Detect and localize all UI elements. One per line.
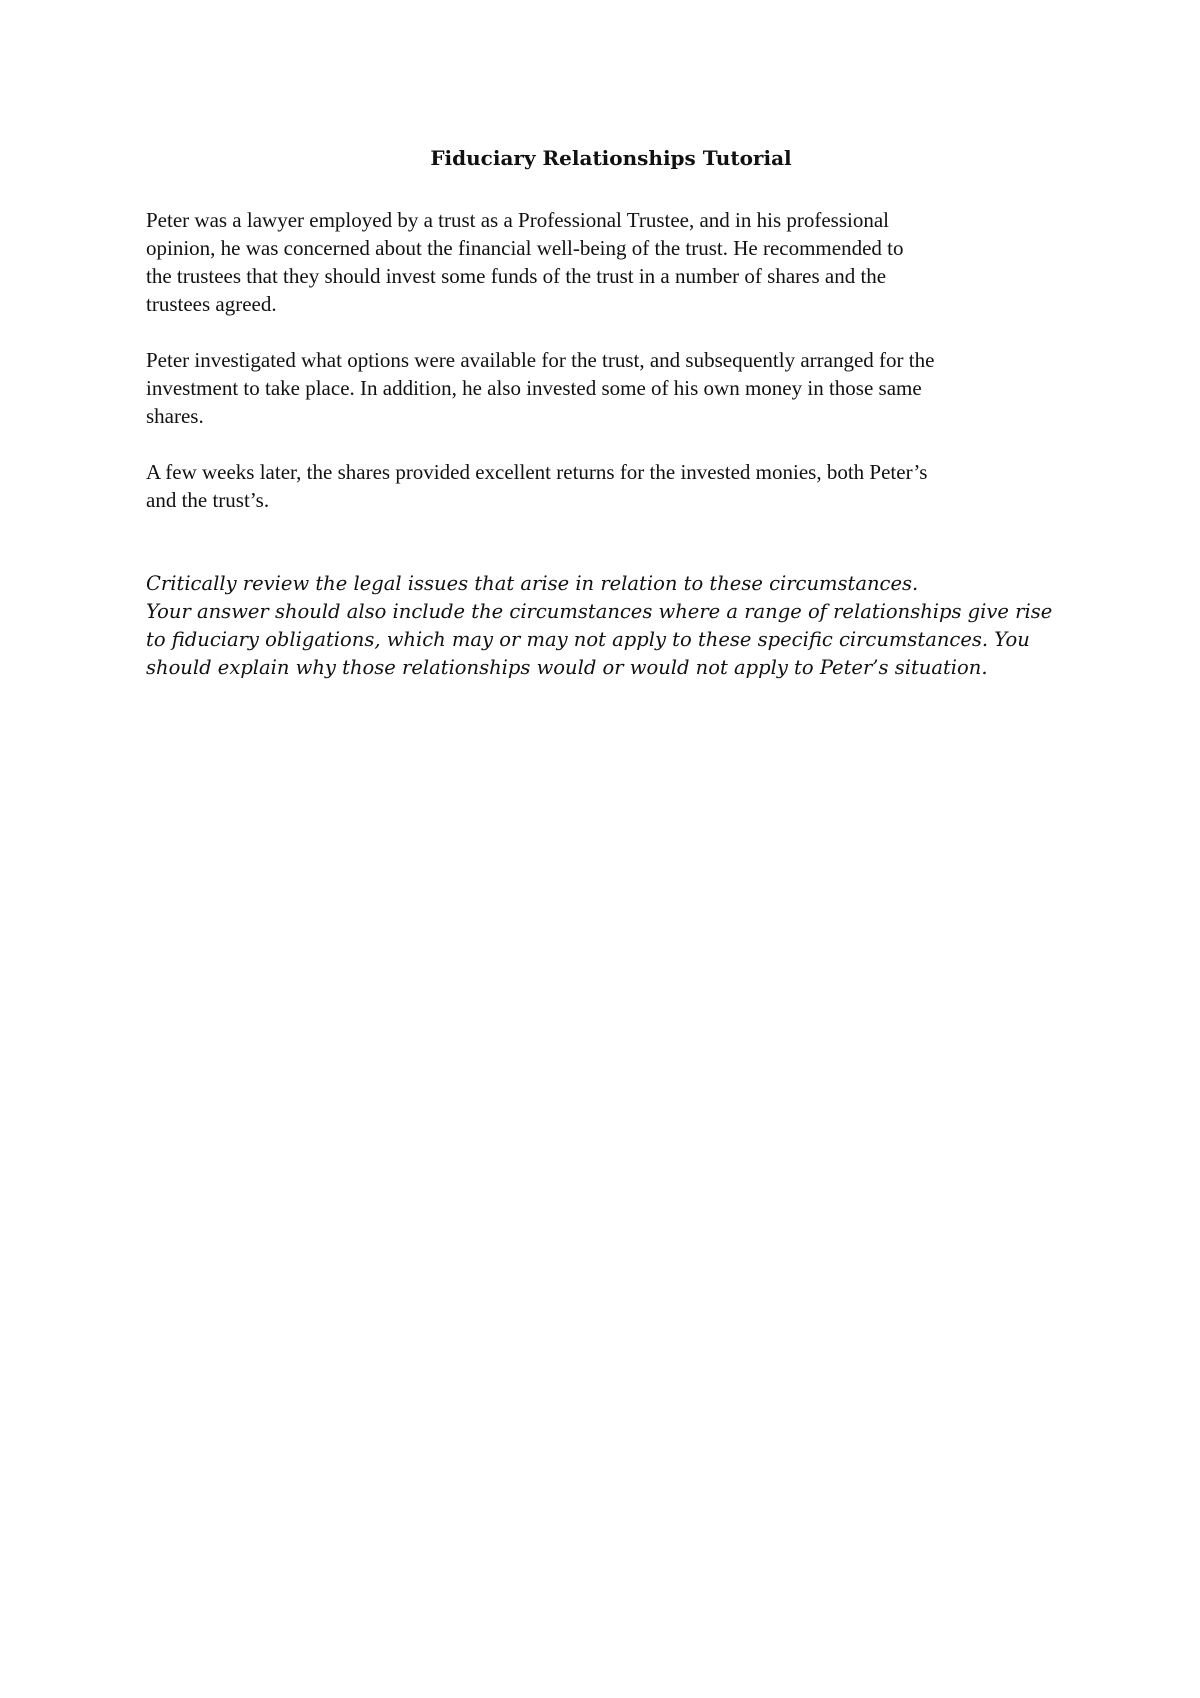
paragraph-line: the trustees that they should invest some funds of the trust in a number of shares and the (146, 264, 887, 288)
paragraph-line: shares. (146, 404, 204, 428)
paragraph-returns (146, 458, 1076, 514)
task-line: Critically review the legal issues that arise in relation to these circumstances. (146, 572, 919, 595)
paragraph-line: opinion, he was concerned about the financial well-being of the trust. He recommended to (146, 236, 904, 260)
paragraph-line: Peter investigated what options were available for the trust, and subsequently arranged for the (146, 348, 935, 372)
paragraph-line: trustees agreed. (146, 292, 277, 316)
paragraph-line: Peter was a lawyer employed by a trust as a Professional Trustee, and in his professional (146, 208, 890, 232)
paragraph-line: and the trust’s. (146, 488, 270, 512)
task-instructions (146, 570, 1076, 682)
paragraph-investment (146, 346, 1076, 430)
document-body (146, 144, 1076, 710)
task-line: Your answer should also include the circumstances where a range of relationships give rise (146, 600, 1053, 623)
document-title: Fiduciary Relationships Tutorial (430, 146, 792, 170)
task-line: to fiduciary obligations, which may or may not apply to these specific circumstances. You (146, 628, 1030, 651)
paragraph-line: investment to take place. In addition, he also invested some of his own money in those same (146, 376, 922, 400)
paragraph-scenario-intro (146, 206, 1076, 318)
task-line: should explain why those relationships would or would not apply to Peter’s situation. (146, 656, 988, 679)
paragraph-line: A few weeks later, the shares provided excellent returns for the invested monies, both Peter’s (146, 460, 928, 484)
